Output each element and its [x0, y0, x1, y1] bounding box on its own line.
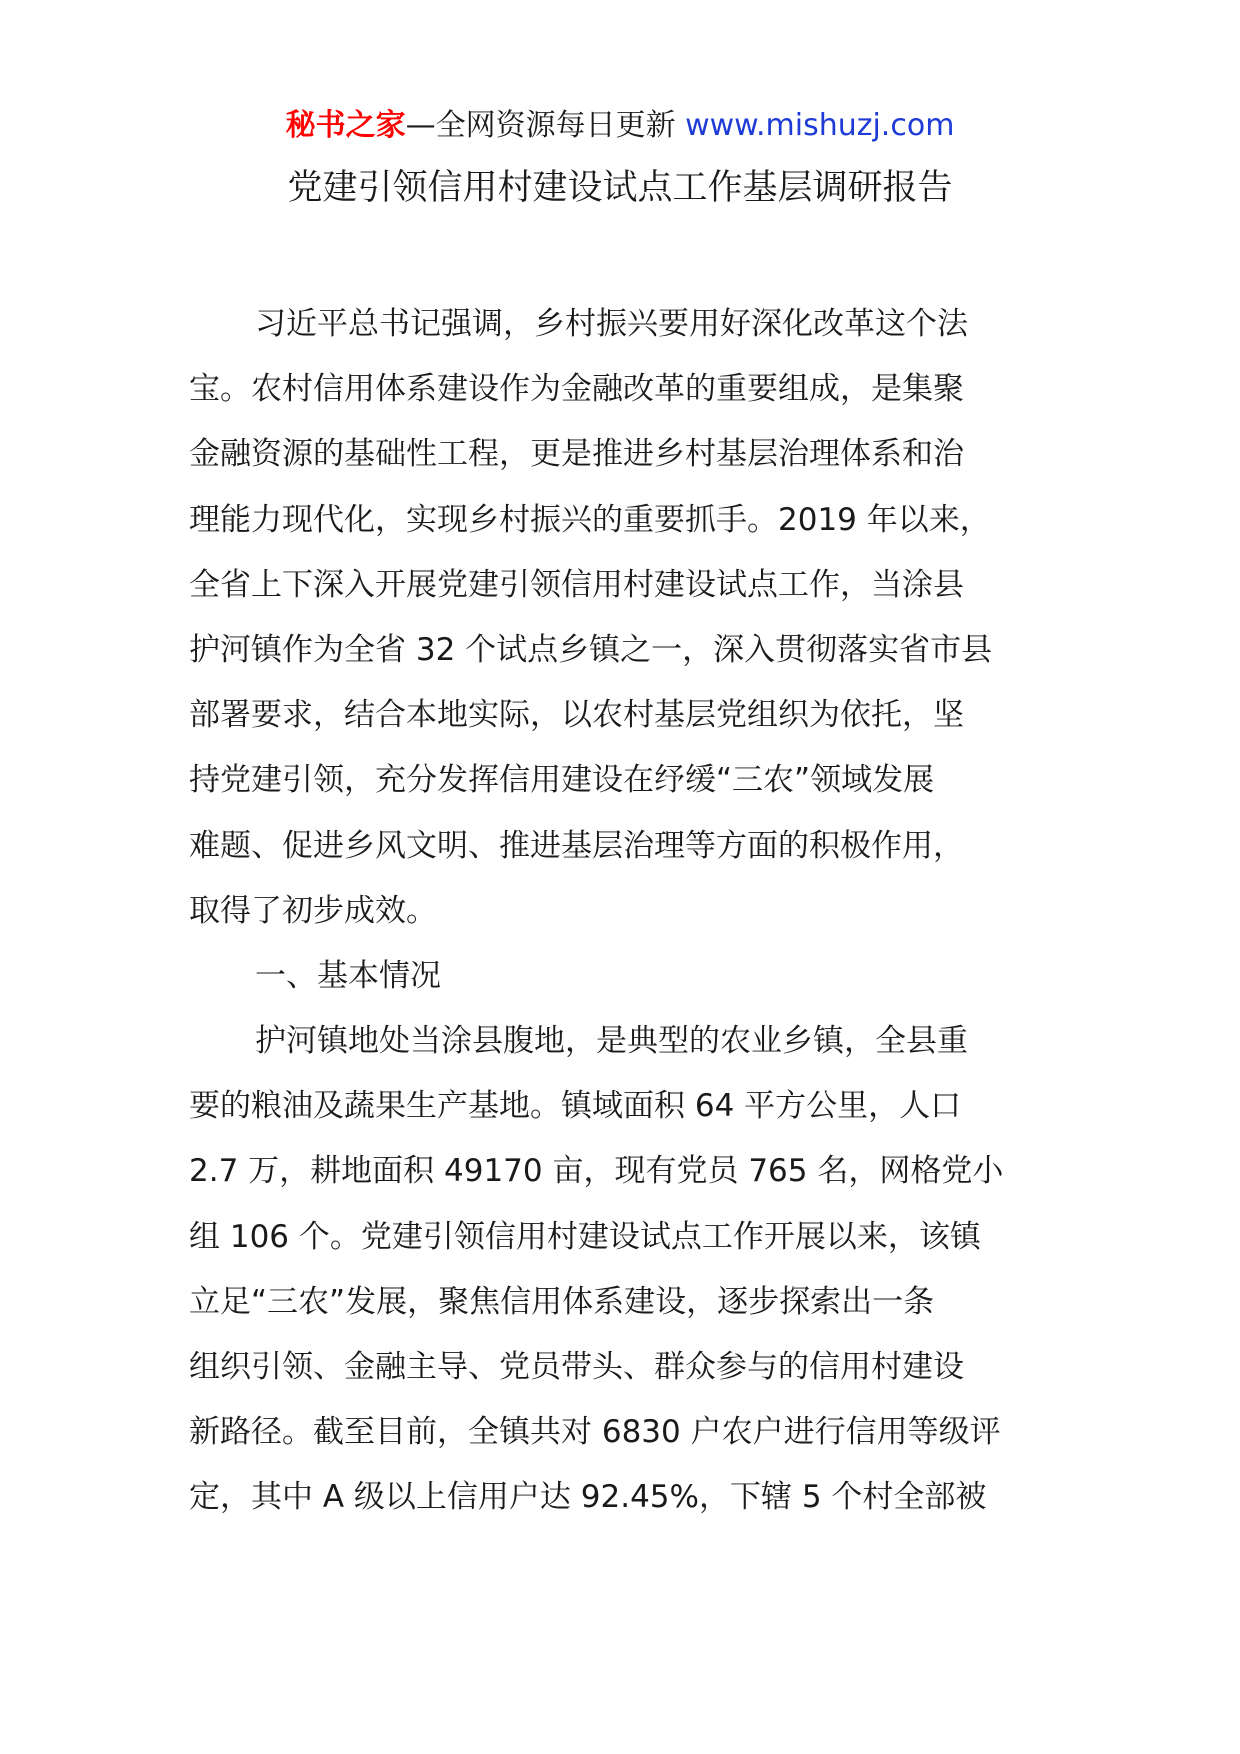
- body-line: 难题、促进乡风文明、推进基层治理等方面的积极作用，: [189, 827, 964, 864]
- brand-name: 秘书之家: [285, 108, 406, 143]
- body-line: 金融资源的基础性工程，更是推进乡村基层治理体系和治: [189, 436, 964, 473]
- body-line: 取得了初步成效。: [189, 892, 437, 929]
- body-line: 全省上下深入开展党建引领信用村建设试点工作，当涂县: [189, 566, 964, 603]
- body-line: 组织引领、金融主导、党员带头、群众参与的信用村建设: [189, 1349, 964, 1385]
- body-line: 护河镇地处当涂县腹地，是典型的农业乡镇，全县重: [255, 1023, 968, 1060]
- section-heading: 一、基本情况: [255, 957, 441, 994]
- document-body: [189, 292, 1069, 1531]
- body-line: 理能力现代化，实现乡村振兴的重要抓手。2019 年以来，: [189, 501, 991, 538]
- document-title: 党建引领信用村建设试点工作基层调研报告: [287, 168, 953, 208]
- site-url-link[interactable]: www.mishuzj.com: [675, 108, 955, 143]
- body-line: 组 106 个。党建引领信用村建设试点工作开展以来，该镇: [189, 1218, 981, 1255]
- body-line: 习近平总书记强调，乡村振兴要用好深化改革这个法: [255, 306, 968, 342]
- site-slogan: —全网资源每日更新: [405, 108, 676, 143]
- body-line: 持党建引领，充分发挥信用建设在纾缓“三农”领域发展: [189, 762, 935, 799]
- body-line: 立足“三农”发展，聚焦信用体系建设，逐步探索出一条: [189, 1283, 935, 1320]
- body-line: 宝。农村信用体系建设作为金融改革的重要组成，是集聚: [189, 371, 964, 408]
- body-line: 2.7 万，耕地面积 49170 亩，现有党员 765 名，网格党小: [189, 1153, 1004, 1190]
- site-header: [0, 104, 1240, 148]
- body-line: 部署要求，结合本地实际，以农村基层党组织为依托，坚: [189, 697, 964, 734]
- body-line: 新路径。截至目前，全镇共对 6830 户农户进行信用等级评: [189, 1414, 1001, 1451]
- body-line: 定，其中 A 级以上信用户达 92.45%，下辖 5 个村全部被: [189, 1479, 987, 1516]
- body-line: 护河镇作为全省 32 个试点乡镇之一，深入贯彻落实省市县: [189, 631, 993, 668]
- body-line: 要的粮油及蔬果生产基地。镇域面积 64 平方公里，人口: [189, 1088, 962, 1125]
